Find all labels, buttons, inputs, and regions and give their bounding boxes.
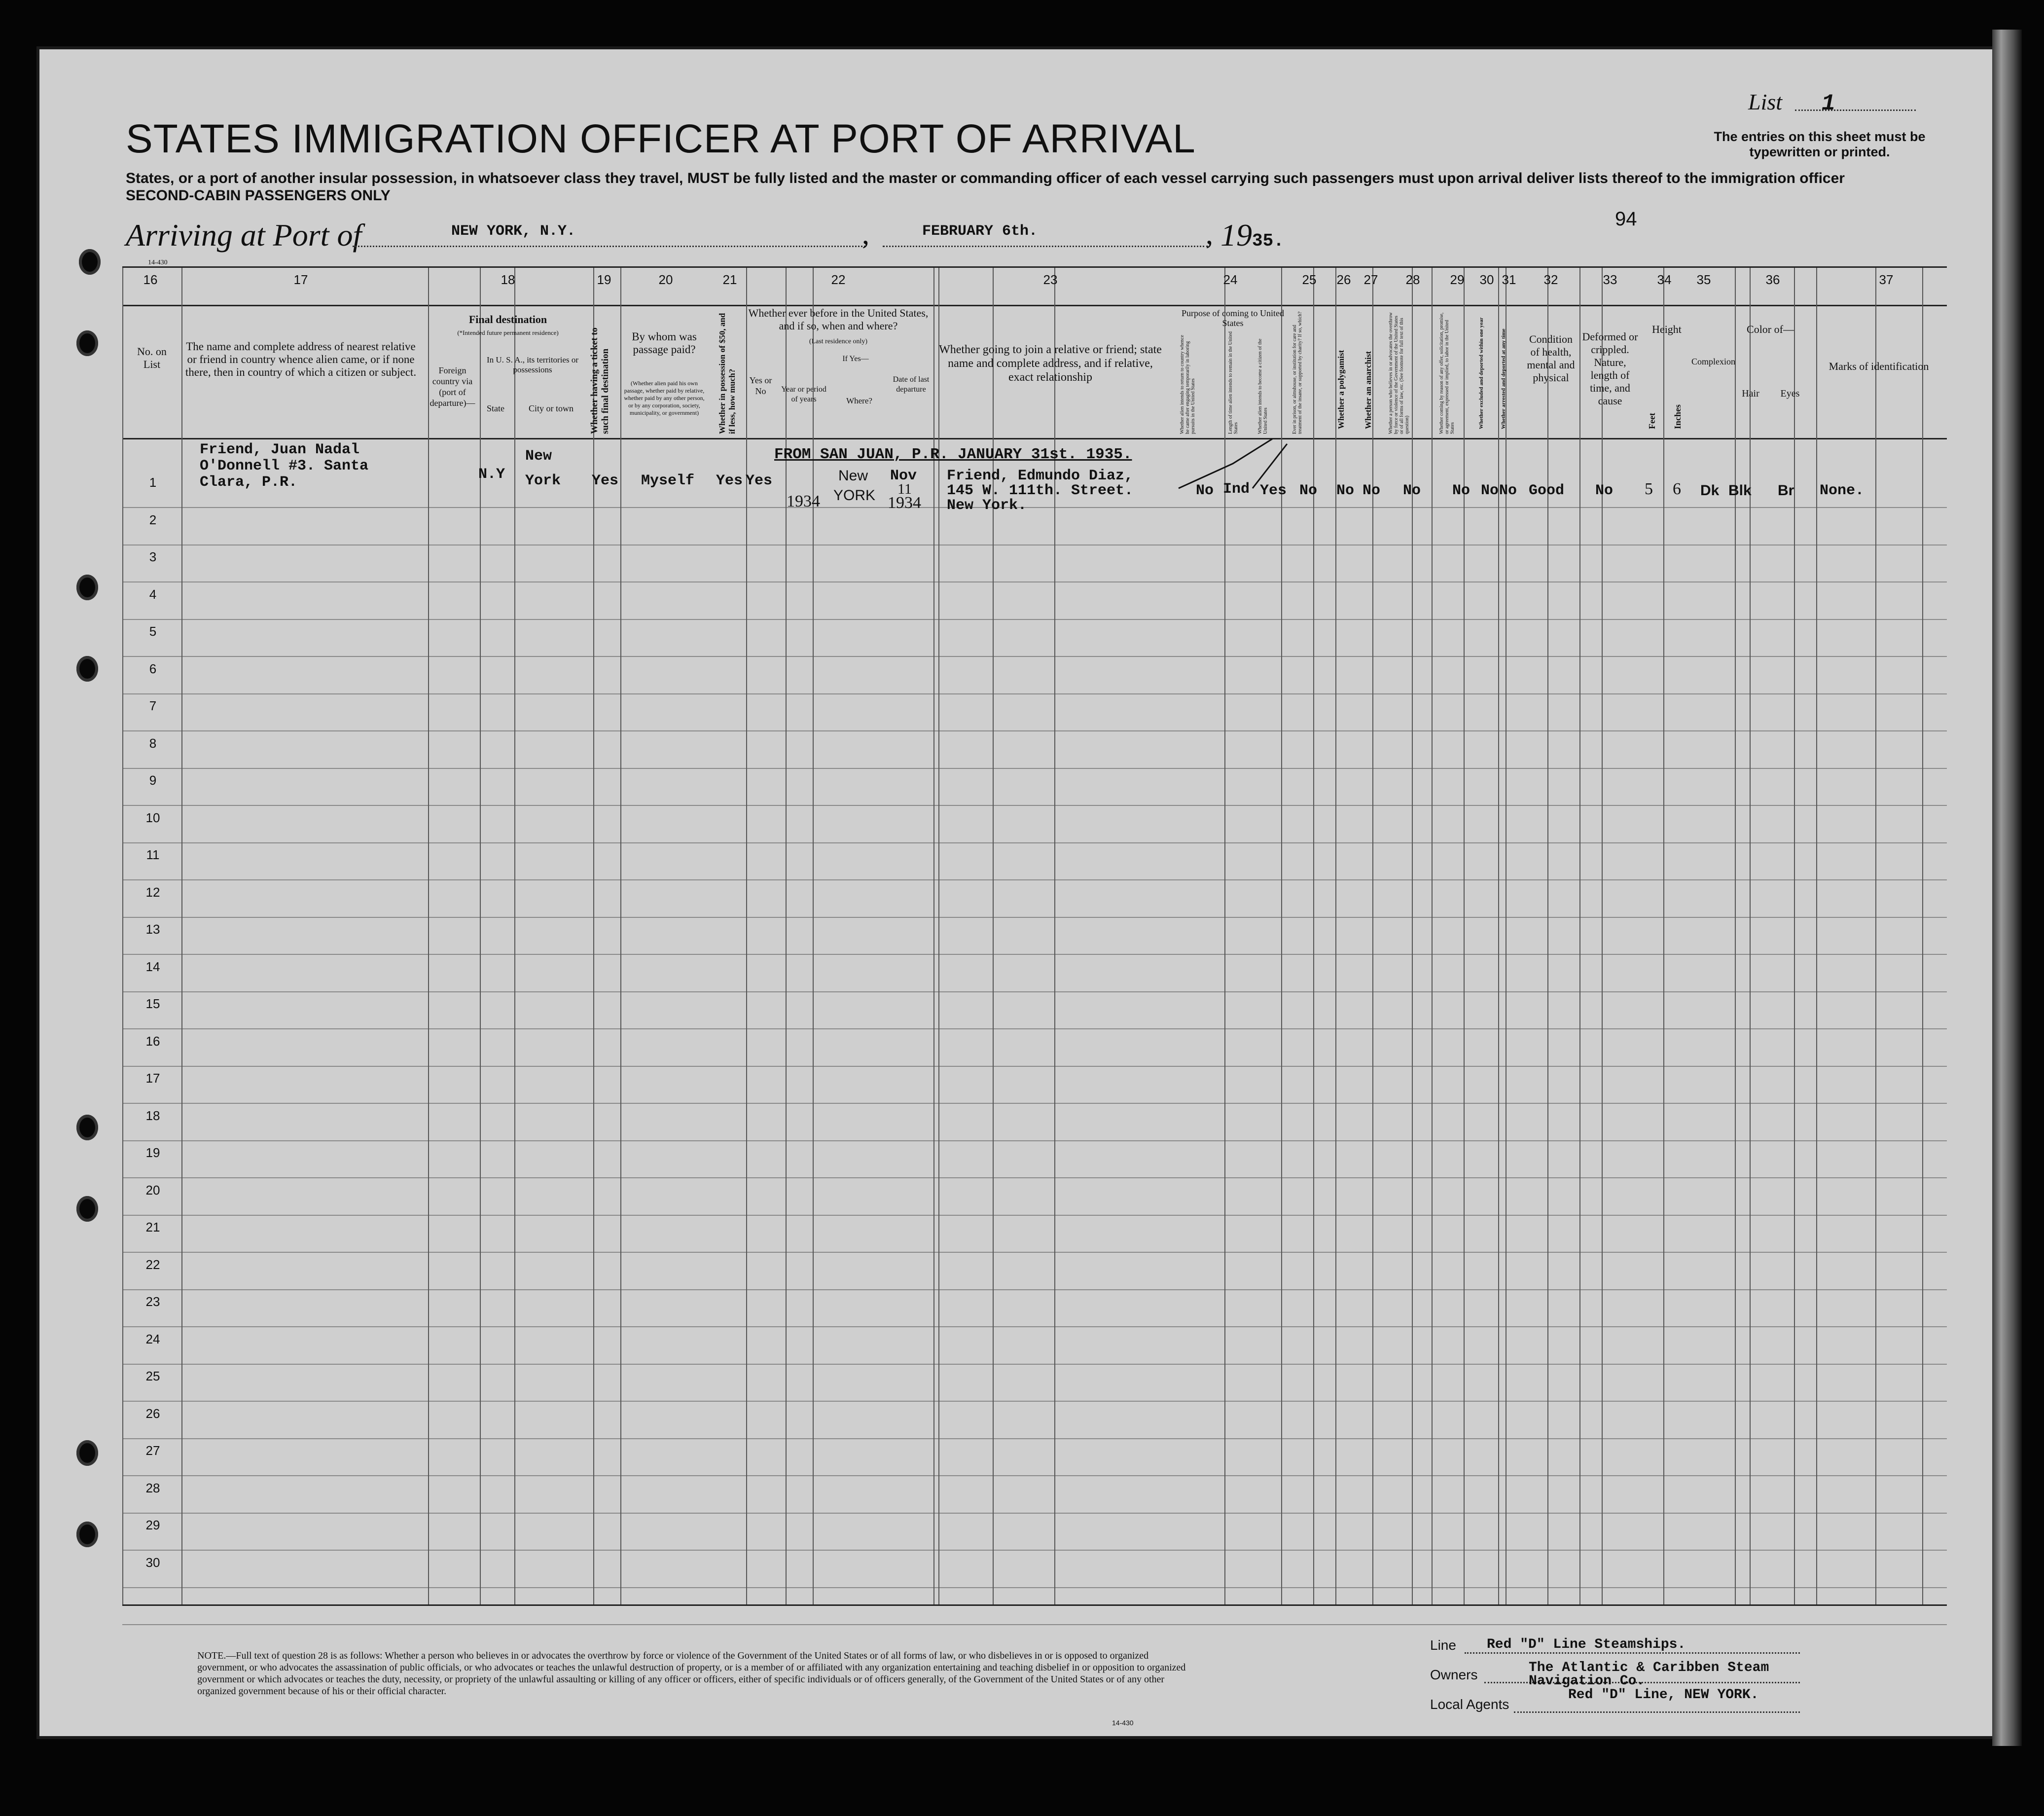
column-line — [1335, 268, 1336, 1604]
entry-deformed: No — [1595, 482, 1614, 499]
row-number: 10 — [145, 810, 160, 825]
column-line — [746, 268, 747, 1604]
binder-hole — [76, 1115, 98, 1140]
entry-anarchist: No — [1363, 482, 1381, 499]
column-number: 17 — [293, 272, 308, 287]
row-line — [122, 917, 1947, 918]
row-number: 11 — [146, 847, 160, 862]
relative-city: Clara, P.R. — [200, 474, 298, 491]
row-line — [122, 693, 1947, 694]
entry-year: 1934 — [787, 492, 820, 510]
arriving-label: Arriving at Port of — [126, 218, 362, 253]
row-number: 2 — [149, 512, 157, 527]
col-last-departure: Date of last departure — [893, 375, 930, 394]
column-line — [1432, 268, 1433, 1604]
col-height: Height — [1652, 323, 1682, 335]
col-prison: Ever in prison, or almshouse, or institution for care and treatment of the insane, or supported by charity? If so, which? — [1292, 311, 1303, 434]
col-feet: Feet — [1647, 413, 1657, 429]
col-year: Year or period of years — [781, 385, 826, 403]
row-number: 5 — [149, 624, 157, 639]
entry-departure: 1934 — [888, 494, 921, 512]
col-usa-territories: In U. S. A., its territories or possessions — [486, 355, 579, 374]
col-hair: Hair — [1742, 388, 1759, 399]
column-number: 33 — [1603, 272, 1617, 287]
manifest-table — [122, 266, 1947, 1604]
row-line — [122, 619, 1947, 620]
row-line — [122, 842, 1947, 843]
owners-label: Owners — [1430, 1667, 1478, 1682]
entry-paid-by: Myself — [641, 472, 695, 489]
column-number: 32 — [1543, 272, 1558, 287]
col-inches: Inches — [1673, 404, 1683, 429]
entry-where: YORK — [833, 487, 876, 504]
port-value: NEW YORK, N.Y. — [451, 223, 576, 240]
col-health: Condition of health, mental and physical — [1527, 333, 1575, 384]
row-line — [122, 1326, 1947, 1327]
column-line — [1794, 268, 1795, 1604]
row-number: 9 — [149, 773, 157, 788]
list-number: 1 — [1822, 91, 1835, 116]
entry-return: No — [1196, 482, 1214, 499]
col-relative-address: The name and complete address of nearest relative or friend in country whence alien came, or if none there, then in country of which a citizen or subject. — [185, 340, 417, 378]
row-number: 24 — [145, 1331, 160, 1346]
relative-address: O'Donnell #3. Santa — [200, 458, 369, 474]
col-citizen: Whether alien intends to become a citizen of the United States — [1257, 338, 1268, 434]
column-line — [938, 268, 939, 1604]
column-line — [1313, 268, 1314, 1604]
entry-departure: Nov — [890, 468, 917, 484]
column-line — [593, 268, 594, 1604]
date-value: FEBRUARY 6th. — [922, 223, 1038, 240]
row-line — [122, 991, 1947, 992]
entry-city: New — [525, 448, 552, 465]
row-number: 1 — [149, 475, 157, 490]
entry-feet: 5 — [1645, 480, 1653, 498]
column-number: 37 — [1879, 272, 1894, 287]
page-title: STATES IMMIGRATION OFFICER AT PORT OF ARRIVAL — [126, 116, 1196, 161]
date-underline — [883, 246, 1208, 247]
row-number: 14 — [145, 959, 160, 974]
entry-eyes: Br — [1778, 482, 1794, 499]
column-number: 24 — [1223, 272, 1238, 287]
row-line — [122, 1513, 1947, 1514]
row-line — [122, 1028, 1947, 1029]
binder-hole — [76, 575, 98, 600]
row-line — [122, 1624, 1947, 1625]
column-number: 34 — [1657, 272, 1672, 287]
column-line — [1922, 268, 1923, 1604]
column-line — [1372, 268, 1373, 1604]
column-number: 35 — [1696, 272, 1711, 287]
col-excluded: Whether excluded and deported within one year — [1478, 317, 1484, 429]
row-line — [122, 1550, 1947, 1551]
row-number: 12 — [145, 884, 160, 900]
column-line — [1464, 268, 1465, 1604]
row-number: 16 — [145, 1033, 160, 1049]
column-line — [1663, 268, 1664, 1604]
row-line — [122, 1475, 1947, 1476]
row-line — [122, 1103, 1947, 1104]
footer-form-code: 14-430 — [1112, 1719, 1134, 1727]
col-fifty-dollars: Whether in possession of $50, and if less, how much? — [717, 313, 737, 434]
row-line — [122, 1215, 1947, 1216]
col-ever-yes-no: Yes or No — [749, 375, 772, 396]
list-underline — [1795, 109, 1916, 111]
binder-hole — [79, 249, 101, 275]
entry-excluded: No — [1481, 482, 1499, 499]
row-line — [122, 1401, 1947, 1402]
row-number: 4 — [149, 586, 157, 602]
entry-ever-before: Yes — [746, 472, 773, 489]
row-number: 20 — [145, 1182, 160, 1198]
column-line — [1498, 268, 1499, 1604]
col-complexion: Complexion — [1691, 357, 1735, 366]
entry-arrested: No — [1499, 482, 1517, 499]
column-number: 21 — [722, 272, 737, 287]
list-label: List 1 — [1748, 89, 1835, 116]
col-anarchist: Whether an anarchist — [1363, 351, 1373, 429]
row-number: 3 — [149, 549, 157, 564]
column-number: 27 — [1363, 272, 1378, 287]
column-line — [122, 268, 123, 1604]
row-number: 27 — [145, 1443, 160, 1458]
entry-length: Ind — [1223, 481, 1250, 498]
column-line — [813, 268, 814, 1604]
agents-label: Local Agents — [1430, 1697, 1509, 1712]
entry-fifty-dollars: Yes — [716, 472, 743, 489]
col-marks: Marks of identification — [1829, 360, 1929, 372]
column-line — [1875, 268, 1876, 1604]
column-line — [1579, 268, 1580, 1604]
col-if-yes: If Yes— — [842, 355, 869, 363]
page-edge — [1992, 30, 2022, 1746]
col-eyes: Eyes — [1780, 388, 1800, 399]
column-line — [428, 268, 429, 1604]
column-number: 31 — [1502, 272, 1516, 287]
row-number: 19 — [145, 1145, 160, 1160]
col-city: City or town — [528, 403, 574, 413]
row-line — [122, 581, 1947, 582]
entry-join: New York. — [947, 497, 1027, 514]
col-where: Where? — [846, 396, 872, 405]
row-line — [122, 656, 1947, 657]
row-line — [122, 1364, 1947, 1365]
entry-state: N.Y — [478, 466, 505, 483]
port-underline — [353, 246, 865, 247]
column-line — [1735, 268, 1736, 1604]
row-number: 15 — [145, 996, 160, 1011]
row-line — [122, 1177, 1947, 1178]
row-number: 8 — [149, 735, 157, 751]
row-number: 13 — [145, 922, 160, 937]
col-final-destination-note: (*Intended future permanent residence) — [457, 329, 559, 336]
row-line — [122, 1587, 1947, 1588]
comma: , — [862, 218, 869, 250]
column-line — [1412, 268, 1413, 1604]
relative-name: Friend, Juan Nadal — [200, 441, 360, 458]
binder-hole — [76, 1522, 98, 1547]
owners-value: The Atlantic & Caribben Steam — [1529, 1660, 1769, 1675]
column-number: 23 — [1043, 272, 1058, 287]
col-polygamist: Whether a polygamist — [1336, 350, 1346, 429]
check-marks — [1174, 434, 1302, 493]
entry-inches: 6 — [1673, 480, 1681, 498]
entry-hair: Blk — [1728, 482, 1752, 499]
row-line — [122, 507, 1947, 508]
row-number: 30 — [145, 1555, 160, 1570]
column-line — [1547, 268, 1548, 1604]
row-number: 26 — [145, 1406, 160, 1421]
line-label: Line — [1430, 1637, 1456, 1653]
entry-marks: None. — [1820, 482, 1865, 499]
row-line — [122, 879, 1947, 880]
column-line — [620, 268, 621, 1604]
line-value: Red "D" Line Steamships. — [1487, 1637, 1686, 1652]
row-line — [122, 1140, 1947, 1141]
column-number: 30 — [1479, 272, 1494, 287]
entry-city: York — [525, 472, 561, 489]
binder-hole — [76, 330, 98, 356]
agents-value: Red "D" Line, NEW YORK. — [1568, 1687, 1759, 1703]
entry-where: New — [838, 468, 868, 484]
binder-hole — [76, 1440, 98, 1466]
arrival-banner: FROM SAN JUAN, P.R. JANUARY 31st. 1935. — [774, 446, 1132, 463]
entry-prison: No — [1299, 482, 1318, 499]
row-line — [122, 1289, 1947, 1290]
col-ever-before-note: (Last residence only) — [809, 338, 868, 345]
col-color-of: Color of— — [1747, 323, 1794, 335]
column-number: 20 — [658, 272, 673, 287]
column-line — [1750, 268, 1751, 1604]
footnote: NOTE.—Full text of question 28 is as follows: Whether a person who believes in or advocates the overthrow by force or violence of the Government of the United States or of all forms of law, or who disbelieves in or is opposed to organized government, or who advocates the assassination of public officials, or who advocates or teaches the unlawful destruction of property, or is a member of or affiliated with any organization entertaining and teaching disbelief in or opposition to organized government or which advocates or teaches the duty, necessity, or propriety of the unlawful assaulting or killing of any officer or officers, either of specific individuals or of officers generally, of the Government of the United States or of any other organized government because of his or their official character. — [197, 1650, 1186, 1697]
row-number: 7 — [149, 698, 157, 713]
row-number: 23 — [145, 1294, 160, 1309]
entry-overthrow: No — [1403, 482, 1421, 499]
row-number: 25 — [145, 1369, 160, 1383]
col-return: Whether alien intends to return to country whence he came after engaging temporarily in laboring pursuits in the United States — [1180, 335, 1196, 434]
row-line — [122, 954, 1947, 955]
comma: , — [1206, 218, 1213, 250]
column-line — [1816, 268, 1817, 1604]
row-number: 6 — [149, 661, 157, 676]
col-length: Length of time alien intends to remain in the United States — [1228, 331, 1239, 434]
cabin-class-text: SECOND-CABIN PASSENGERS ONLY — [126, 187, 391, 204]
column-number: 25 — [1302, 272, 1317, 287]
row-line — [122, 805, 1947, 806]
col-labor-offer: Whether coming by reason of any offer, solicitation, promise, or agreement, expressed or implied, to labor in the United States — [1439, 312, 1455, 434]
row-number: 29 — [145, 1518, 160, 1532]
col-ever-before: Whether ever before in the United States, and if so, when and where? — [748, 307, 929, 332]
entry-citizen: Yes — [1260, 482, 1287, 499]
column-number: 18 — [501, 272, 515, 287]
entry-join: 145 W. 111th. Street. — [947, 482, 1134, 499]
col-join-relative: Whether going to join a relative or friend; state name and complete address, and if relative, exact relationship — [939, 343, 1162, 384]
binder-hole — [76, 1196, 98, 1222]
col-final-destination: Final destination — [468, 313, 547, 326]
column-number: 36 — [1765, 272, 1780, 287]
entry-labor-offer: No — [1452, 482, 1470, 499]
typewriter-note: The entries on this sheet must be typewritten or printed. — [1714, 129, 1926, 159]
column-line — [1602, 268, 1603, 1604]
instruction-text: States, or a port of another insular possession, in whatsoever class they travel, MUST be fully listed and the master or commanding officer of each vessel carrying such passengers must upon arrival deliver lists thereof to the immigration officer — [126, 170, 1845, 186]
col-arrested: Whether arrested and deported at any time — [1501, 328, 1506, 429]
row-number: 21 — [145, 1220, 160, 1235]
row-number: 18 — [145, 1108, 160, 1123]
entry-complexion: Dk — [1700, 482, 1720, 499]
owners-value: Navigation Co. — [1529, 1673, 1645, 1689]
col-passage-paid-note: (Whether alien paid his own passage, whether paid by relative, whether paid by any other person, or by any corporation, society, municipality, or government) — [624, 380, 705, 416]
column-number: 26 — [1336, 272, 1351, 287]
col-foreign-country: Foreign country via (port of departure)— — [430, 365, 475, 408]
entry-join: Friend, Edmundo Diaz, — [947, 468, 1134, 484]
col-overthrow: Whether a person who believes in or advocates the overthrow by force or violence of the Government of the United States or of all forms of law, etc. (See footnote for full text of this question) — [1388, 312, 1410, 434]
row-line — [122, 1438, 1947, 1439]
row-number: 28 — [145, 1480, 160, 1495]
row-number: 22 — [145, 1257, 160, 1272]
entry-ticket: Yes — [592, 472, 619, 489]
column-number: 28 — [1405, 272, 1420, 287]
year-value: 1935. — [1220, 218, 1284, 253]
col-no-on-list: No. on List — [137, 345, 167, 370]
agents-underline — [1514, 1711, 1800, 1713]
col-passage-paid: By whom was passage paid? — [632, 330, 697, 356]
column-number: 29 — [1450, 272, 1465, 287]
col-state: State — [487, 403, 504, 413]
binder-hole — [76, 656, 98, 682]
row-line — [122, 768, 1947, 769]
row-line — [122, 730, 1947, 731]
column-number: 16 — [143, 272, 158, 287]
row-line — [122, 1252, 1947, 1253]
col-purpose: Purpose of coming to United States — [1182, 308, 1284, 328]
form-code: 14-430 — [148, 259, 168, 266]
entry-polygamist: No — [1336, 482, 1355, 499]
row-number: 17 — [145, 1071, 160, 1086]
column-line — [933, 268, 934, 1604]
column-line — [514, 268, 515, 1604]
row-line — [122, 1066, 1947, 1067]
col-deformed: Deformed or crippled. Nature, length of time, and cause — [1582, 330, 1638, 407]
page-number: 94 — [1615, 208, 1637, 230]
entry-departure: 11 — [897, 481, 912, 497]
column-number: 22 — [831, 272, 846, 287]
column-number: 19 — [597, 272, 611, 287]
col-ticket: Whether having a ticket to such final destination — [589, 327, 610, 434]
column-line — [786, 268, 787, 1604]
column-line — [181, 268, 182, 1604]
entry-health: Good — [1529, 482, 1565, 499]
